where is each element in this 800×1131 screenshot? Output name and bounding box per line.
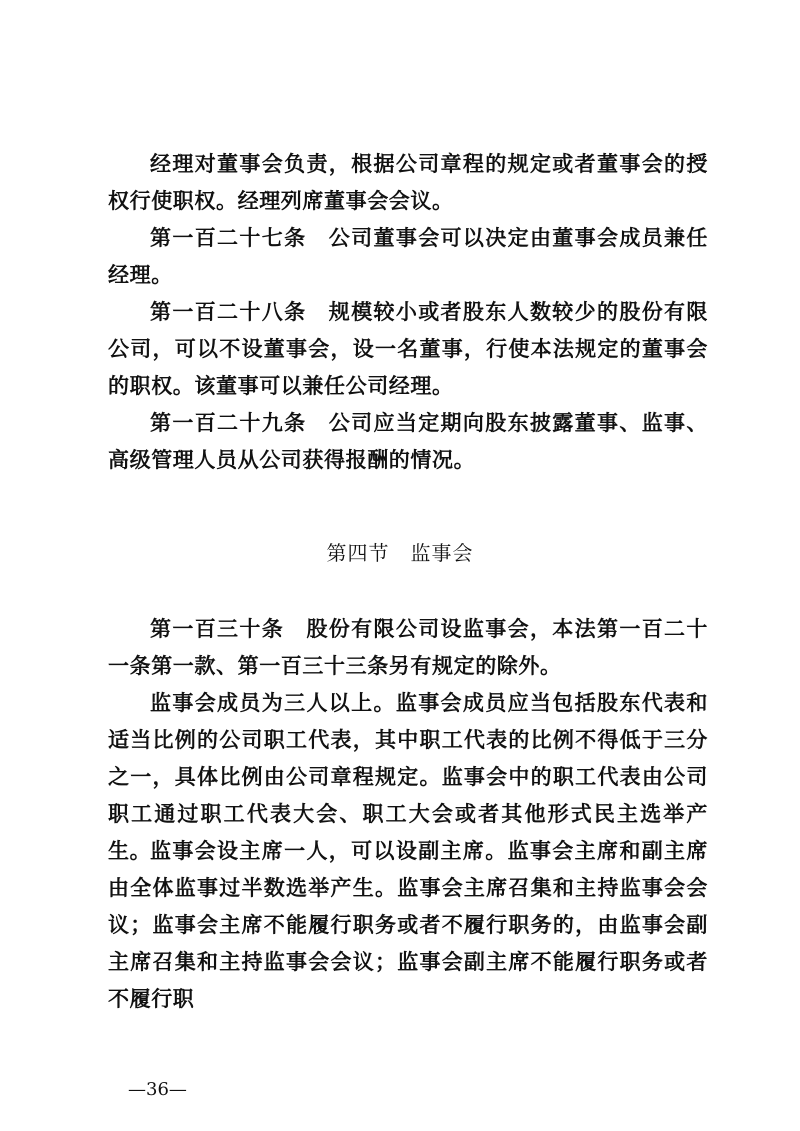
article-130: 第一百三十条 股份有限公司设监事会，本法第一百二十一条第一款、第一百三十三条另有规定的除外。 xyxy=(108,617,708,678)
section-heading: 第四节 监事会 xyxy=(326,541,474,565)
paragraph-supervisory-board-members: 监事会成员为三人以上。监事会成员应当包括股东代表和适当比例的公司职工代表，其中职工代表的比例不得低于三分之一，具体比例由公司章程规定。监事会中的职工代表由公司职工通过职工代表大会、职工大会或者其他形式民主选举产生。 xyxy=(108,691,708,863)
page-number: —36— xyxy=(128,1079,187,1100)
paragraph-manager-duties: 经理对董事会负责，根据公司章程的规定或者董事会的授权行使职权。经理列席董事会会议。 xyxy=(108,152,708,213)
paragraph-supervisory-board-chair: 监事会设主席一人，可以设副主席。监事会主席和副主席由全体监事过半数选举产生。监事会主席召集和主持监事会会议；监事会主席不能履行职务或者不履行职务的，由监事会副主席召集和主持监事会会议；监事会副主席不能履行职务或者不履行职 xyxy=(108,839,708,1011)
article-128: 第一百二十八条 规模较小或者股东人数较少的股份有限公司，可以不设董事会，设一名董事，行使本法规定的董事会的职权。该董事可以兼任公司经理。 xyxy=(108,300,708,398)
article-127: 第一百二十七条 公司董事会可以决定由董事会成员兼任经理。 xyxy=(108,226,708,287)
article-129: 第一百二十九条 公司应当定期向股东披露董事、监事、高级管理人员从公司获得报酬的情况。 xyxy=(108,411,708,472)
